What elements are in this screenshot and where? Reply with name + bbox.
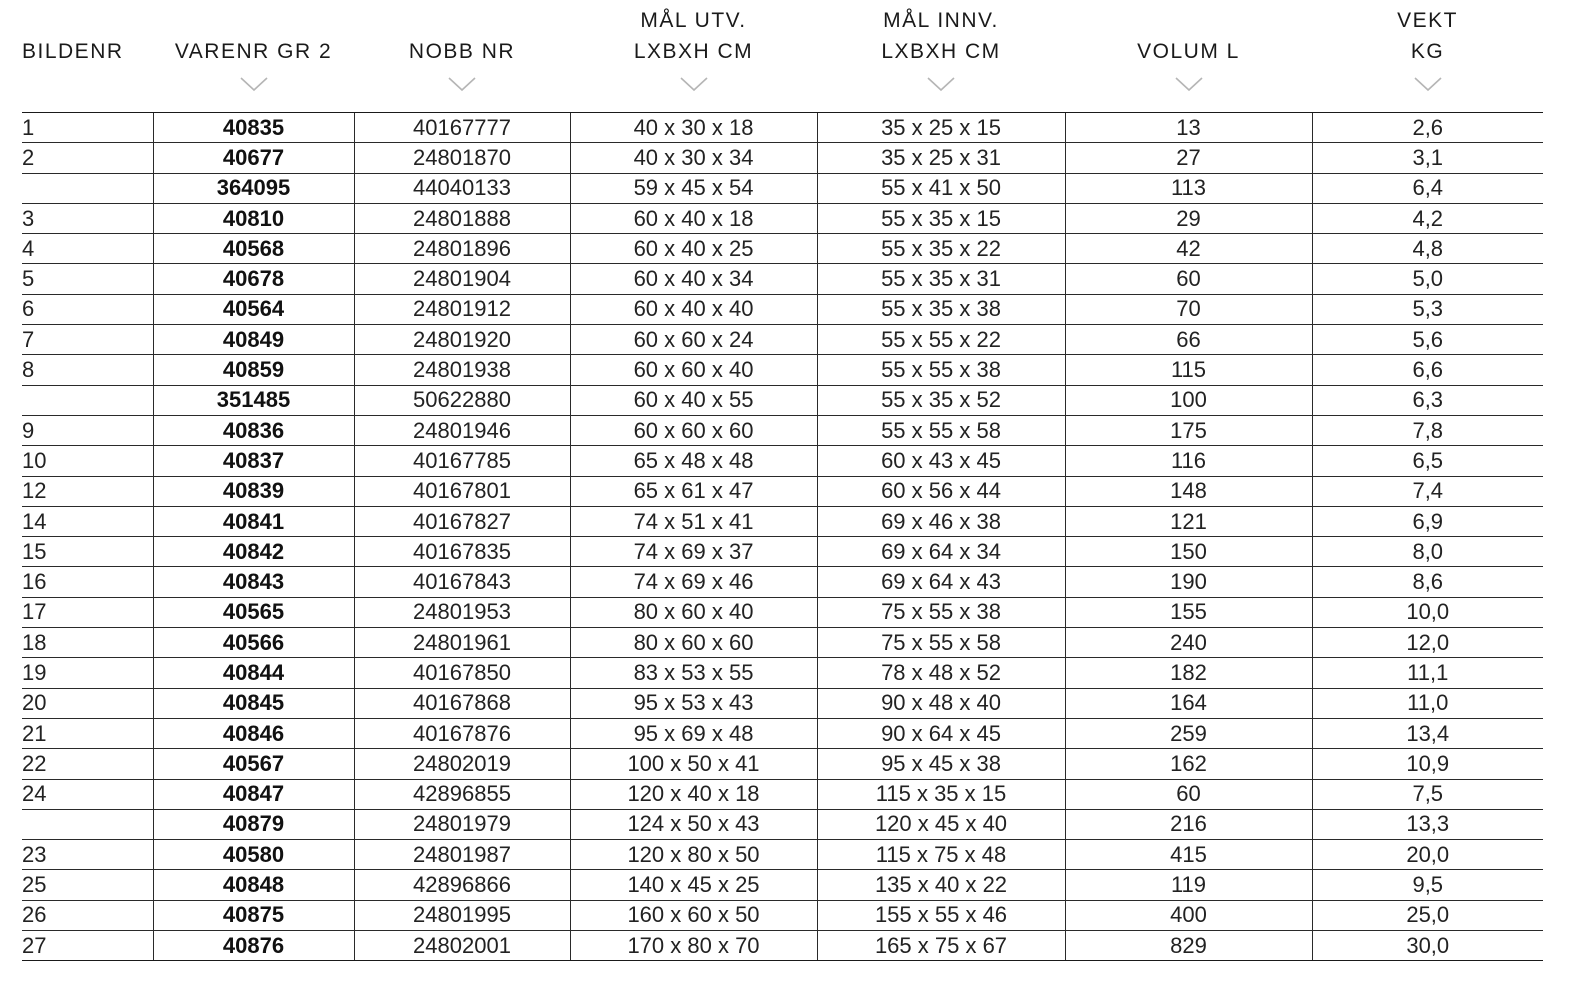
cell-volum: 100 <box>1065 385 1312 415</box>
cell-volum: 70 <box>1065 294 1312 324</box>
cell-nobb-nr: 40167835 <box>354 537 570 567</box>
cell-maal-utv: 83 x 53 x 55 <box>570 658 817 688</box>
cell-volum: 190 <box>1065 567 1312 597</box>
table-row[interactable] <box>22 688 1543 718</box>
table-row[interactable] <box>22 294 1543 324</box>
cell-varenr: 364095 <box>153 173 354 203</box>
cell-maal-innv: 90 x 48 x 40 <box>817 688 1065 718</box>
cell-maal-utv: 95 x 69 x 48 <box>570 718 817 748</box>
cell-vekt: 10,9 <box>1312 749 1543 779</box>
cell-bildenr: 24 <box>22 779 153 809</box>
cell-maal-innv: 75 x 55 x 38 <box>817 597 1065 627</box>
cell-maal-utv: 65 x 48 x 48 <box>570 446 817 476</box>
cell-varenr: 40580 <box>153 840 354 870</box>
cell-bildenr: 4 <box>22 234 153 264</box>
table-row[interactable] <box>22 203 1543 233</box>
cell-volum: 155 <box>1065 597 1312 627</box>
cell-maal-innv: 60 x 56 x 44 <box>817 476 1065 506</box>
cell-bildenr: 21 <box>22 718 153 748</box>
cell-bildenr: 16 <box>22 567 153 597</box>
cell-maal-utv: 60 x 60 x 60 <box>570 415 817 445</box>
cell-volum: 119 <box>1065 870 1312 900</box>
cell-maal-utv: 60 x 40 x 34 <box>570 264 817 294</box>
cell-volum: 240 <box>1065 628 1312 658</box>
header-vekt[interactable] <box>1312 0 1543 112</box>
table-row[interactable] <box>22 446 1543 476</box>
cell-vekt: 6,5 <box>1312 446 1543 476</box>
cell-maal-innv: 55 x 35 x 22 <box>817 234 1065 264</box>
cell-nobb-nr: 24802001 <box>354 931 570 961</box>
cell-maal-innv: 55 x 55 x 58 <box>817 415 1065 445</box>
cell-volum: 182 <box>1065 658 1312 688</box>
cell-varenr: 40836 <box>153 415 354 445</box>
cell-vekt: 6,9 <box>1312 506 1543 536</box>
cell-volum: 216 <box>1065 809 1312 839</box>
header-maal-innv[interactable] <box>817 0 1065 112</box>
cell-nobb-nr: 24801870 <box>354 143 570 173</box>
cell-maal-utv: 59 x 45 x 54 <box>570 173 817 203</box>
cell-nobb-nr: 40167868 <box>354 688 570 718</box>
cell-maal-innv: 115 x 75 x 48 <box>817 840 1065 870</box>
cell-bildenr: 22 <box>22 749 153 779</box>
cell-maal-utv: 124 x 50 x 43 <box>570 809 817 839</box>
cell-maal-innv: 135 x 40 x 22 <box>817 870 1065 900</box>
cell-vekt: 6,4 <box>1312 173 1543 203</box>
cell-maal-utv: 60 x 40 x 40 <box>570 294 817 324</box>
cell-bildenr: 27 <box>22 931 153 961</box>
column-header-label <box>1312 5 1543 67</box>
header-bildenr[interactable] <box>22 0 132 112</box>
table-row[interactable] <box>22 658 1543 688</box>
cell-nobb-nr: 40167843 <box>354 567 570 597</box>
cell-maal-utv: 170 x 80 x 70 <box>570 931 817 961</box>
cell-nobb-nr: 24801979 <box>354 809 570 839</box>
cell-volum: 60 <box>1065 264 1312 294</box>
cell-maal-utv: 60 x 40 x 25 <box>570 234 817 264</box>
cell-bildenr: 9 <box>22 415 153 445</box>
cell-varenr: 40842 <box>153 537 354 567</box>
cell-varenr: 40678 <box>153 264 354 294</box>
cell-varenr: 40567 <box>153 749 354 779</box>
cell-maal-utv: 60 x 40 x 55 <box>570 385 817 415</box>
cell-maal-innv: 35 x 25 x 31 <box>817 143 1065 173</box>
cell-volum: 415 <box>1065 840 1312 870</box>
cell-maal-innv: 55 x 55 x 22 <box>817 325 1065 355</box>
cell-vekt: 5,0 <box>1312 264 1543 294</box>
cell-nobb-nr: 24801904 <box>354 264 570 294</box>
cell-volum: 150 <box>1065 537 1312 567</box>
column-header-line: VEKT <box>1397 9 1458 32</box>
cell-nobb-nr: 44040133 <box>354 173 570 203</box>
cell-nobb-nr: 24801987 <box>354 840 570 870</box>
table-row[interactable] <box>22 900 1543 930</box>
table-row[interactable] <box>22 597 1543 627</box>
cell-bildenr: 12 <box>22 476 153 506</box>
cell-varenr: 40849 <box>153 325 354 355</box>
table-body <box>22 113 1543 961</box>
cell-varenr: 40677 <box>153 143 354 173</box>
cell-bildenr <box>22 809 153 839</box>
cell-nobb-nr: 40167777 <box>354 113 570 143</box>
cell-bildenr: 14 <box>22 506 153 536</box>
column-header-line: BILDENR <box>22 40 124 63</box>
header-nobb-nr[interactable] <box>354 0 570 112</box>
cell-maal-innv: 55 x 35 x 52 <box>817 385 1065 415</box>
cell-vekt: 30,0 <box>1312 931 1543 961</box>
cell-maal-innv: 69 x 46 x 38 <box>817 506 1065 536</box>
cell-bildenr <box>22 173 153 203</box>
cell-volum: 113 <box>1065 173 1312 203</box>
cell-varenr: 40565 <box>153 597 354 627</box>
cell-nobb-nr: 24801961 <box>354 628 570 658</box>
header-varenr[interactable] <box>153 0 354 112</box>
cell-varenr: 40876 <box>153 931 354 961</box>
cell-volum: 259 <box>1065 718 1312 748</box>
cell-varenr: 40859 <box>153 355 354 385</box>
table-row[interactable] <box>22 385 1543 415</box>
cell-maal-utv: 120 x 40 x 18 <box>570 779 817 809</box>
cell-bildenr: 25 <box>22 870 153 900</box>
cell-volum: 175 <box>1065 415 1312 445</box>
cell-varenr: 40810 <box>153 203 354 233</box>
column-header-label <box>817 5 1065 67</box>
cell-maal-utv: 60 x 60 x 40 <box>570 355 817 385</box>
table-row[interactable] <box>22 113 1543 143</box>
table-row[interactable] <box>22 506 1543 536</box>
cell-nobb-nr: 24801920 <box>354 325 570 355</box>
cell-maal-utv: 60 x 60 x 24 <box>570 325 817 355</box>
cell-maal-innv: 95 x 45 x 38 <box>817 749 1065 779</box>
cell-bildenr <box>22 385 153 415</box>
cell-varenr: 40835 <box>153 113 354 143</box>
cell-nobb-nr: 42896855 <box>354 779 570 809</box>
cell-maal-utv: 80 x 60 x 60 <box>570 628 817 658</box>
cell-vekt: 4,2 <box>1312 203 1543 233</box>
table-row[interactable] <box>22 264 1543 294</box>
cell-varenr: 40848 <box>153 870 354 900</box>
cell-varenr: 40837 <box>153 446 354 476</box>
cell-maal-utv: 120 x 80 x 50 <box>570 840 817 870</box>
cell-vekt: 13,3 <box>1312 809 1543 839</box>
product-table <box>22 112 1543 961</box>
cell-bildenr: 6 <box>22 294 153 324</box>
cell-vekt: 7,4 <box>1312 476 1543 506</box>
table-row[interactable] <box>22 628 1543 658</box>
cell-volum: 66 <box>1065 325 1312 355</box>
cell-varenr: 40568 <box>153 234 354 264</box>
table-row[interactable] <box>22 173 1543 203</box>
header-maal-utv[interactable] <box>570 0 817 112</box>
column-header-line: VARENR GR 2 <box>174 40 333 63</box>
cell-vekt: 12,0 <box>1312 628 1543 658</box>
cell-bildenr: 7 <box>22 325 153 355</box>
cell-volum: 829 <box>1065 931 1312 961</box>
chevron-down-icon[interactable] <box>239 76 269 92</box>
cell-nobb-nr: 24801912 <box>354 294 570 324</box>
cell-vekt: 7,8 <box>1312 415 1543 445</box>
cell-maal-innv: 90 x 64 x 45 <box>817 718 1065 748</box>
cell-maal-innv: 115 x 35 x 15 <box>817 779 1065 809</box>
column-header-label <box>1065 36 1312 67</box>
column-header-label <box>570 5 817 67</box>
cell-varenr: 40564 <box>153 294 354 324</box>
header-volum[interactable] <box>1065 0 1312 112</box>
cell-varenr: 40841 <box>153 506 354 536</box>
cell-bildenr: 1 <box>22 113 153 143</box>
cell-vekt: 25,0 <box>1312 900 1543 930</box>
cell-volum: 29 <box>1065 203 1312 233</box>
cell-maal-utv: 80 x 60 x 40 <box>570 597 817 627</box>
cell-vekt: 5,6 <box>1312 325 1543 355</box>
cell-varenr: 351485 <box>153 385 354 415</box>
chevron-down-icon[interactable] <box>1174 76 1204 92</box>
cell-maal-innv: 78 x 48 x 52 <box>817 658 1065 688</box>
table-row[interactable] <box>22 809 1543 839</box>
column-header-label <box>22 36 132 67</box>
table-row[interactable] <box>22 749 1543 779</box>
cell-nobb-nr: 24801995 <box>354 900 570 930</box>
cell-varenr: 40846 <box>153 718 354 748</box>
table-row[interactable] <box>22 931 1543 961</box>
cell-vekt: 4,8 <box>1312 234 1543 264</box>
column-header-line: MÅL INNV. <box>883 9 999 32</box>
cell-maal-innv: 35 x 25 x 15 <box>817 113 1065 143</box>
table-row[interactable] <box>22 537 1543 567</box>
cell-vekt: 8,6 <box>1312 567 1543 597</box>
cell-volum: 27 <box>1065 143 1312 173</box>
cell-bildenr: 23 <box>22 840 153 870</box>
table-row[interactable] <box>22 355 1543 385</box>
cell-volum: 60 <box>1065 779 1312 809</box>
cell-nobb-nr: 24801888 <box>354 203 570 233</box>
cell-bildenr: 8 <box>22 355 153 385</box>
column-header-line: LXBXH CM <box>633 40 754 63</box>
cell-nobb-nr: 40167827 <box>354 506 570 536</box>
cell-bildenr: 10 <box>22 446 153 476</box>
cell-nobb-nr: 40167801 <box>354 476 570 506</box>
cell-bildenr: 19 <box>22 658 153 688</box>
cell-nobb-nr: 24801953 <box>354 597 570 627</box>
column-header-line: VOLUM L <box>1137 40 1240 63</box>
cell-maal-utv: 40 x 30 x 18 <box>570 113 817 143</box>
chevron-down-icon[interactable] <box>679 76 709 92</box>
cell-maal-utv: 74 x 69 x 46 <box>570 567 817 597</box>
cell-maal-utv: 74 x 51 x 41 <box>570 506 817 536</box>
table-row[interactable] <box>22 325 1543 355</box>
chevron-down-icon[interactable] <box>1413 76 1443 92</box>
cell-bildenr: 20 <box>22 688 153 718</box>
cell-bildenr: 18 <box>22 628 153 658</box>
table-row[interactable] <box>22 840 1543 870</box>
cell-nobb-nr: 42896866 <box>354 870 570 900</box>
cell-vekt: 5,3 <box>1312 294 1543 324</box>
cell-vekt: 10,0 <box>1312 597 1543 627</box>
cell-varenr: 40847 <box>153 779 354 809</box>
cell-nobb-nr: 40167850 <box>354 658 570 688</box>
cell-varenr: 40844 <box>153 658 354 688</box>
cell-varenr: 40845 <box>153 688 354 718</box>
cell-nobb-nr: 24801938 <box>354 355 570 385</box>
cell-maal-utv: 140 x 45 x 25 <box>570 870 817 900</box>
cell-varenr: 40875 <box>153 900 354 930</box>
cell-maal-innv: 69 x 64 x 34 <box>817 537 1065 567</box>
chevron-down-icon[interactable] <box>447 76 477 92</box>
cell-vekt: 7,5 <box>1312 779 1543 809</box>
cell-maal-utv: 95 x 53 x 43 <box>570 688 817 718</box>
cell-volum: 148 <box>1065 476 1312 506</box>
cell-maal-innv: 55 x 35 x 31 <box>817 264 1065 294</box>
cell-maal-innv: 55 x 55 x 38 <box>817 355 1065 385</box>
cell-volum: 400 <box>1065 900 1312 930</box>
cell-varenr: 40839 <box>153 476 354 506</box>
cell-maal-innv: 69 x 64 x 43 <box>817 567 1065 597</box>
cell-nobb-nr: 24801946 <box>354 415 570 445</box>
cell-nobb-nr: 40167785 <box>354 446 570 476</box>
cell-maal-utv: 100 x 50 x 41 <box>570 749 817 779</box>
cell-maal-innv: 55 x 35 x 38 <box>817 294 1065 324</box>
column-header-label <box>153 36 354 67</box>
cell-maal-innv: 55 x 35 x 15 <box>817 203 1065 233</box>
cell-vekt: 2,6 <box>1312 113 1543 143</box>
cell-maal-innv: 75 x 55 x 58 <box>817 628 1065 658</box>
cell-volum: 164 <box>1065 688 1312 718</box>
cell-varenr: 40843 <box>153 567 354 597</box>
cell-bildenr: 15 <box>22 537 153 567</box>
column-header-line: MÅL UTV. <box>640 9 747 32</box>
cell-nobb-nr: 50622880 <box>354 385 570 415</box>
cell-maal-innv: 155 x 55 x 46 <box>817 900 1065 930</box>
cell-vekt: 20,0 <box>1312 840 1543 870</box>
table-row[interactable] <box>22 718 1543 748</box>
cell-vekt: 8,0 <box>1312 537 1543 567</box>
cell-nobb-nr: 24802019 <box>354 749 570 779</box>
table-row[interactable] <box>22 234 1543 264</box>
cell-varenr: 40566 <box>153 628 354 658</box>
cell-volum: 116 <box>1065 446 1312 476</box>
cell-maal-utv: 60 x 40 x 18 <box>570 203 817 233</box>
cell-maal-utv: 74 x 69 x 37 <box>570 537 817 567</box>
chevron-down-icon[interactable] <box>926 76 956 92</box>
cell-varenr: 40879 <box>153 809 354 839</box>
cell-bildenr: 5 <box>22 264 153 294</box>
cell-bildenr: 2 <box>22 143 153 173</box>
cell-volum: 162 <box>1065 749 1312 779</box>
cell-nobb-nr: 24801896 <box>354 234 570 264</box>
cell-volum: 42 <box>1065 234 1312 264</box>
cell-vekt: 6,6 <box>1312 355 1543 385</box>
table-row[interactable] <box>22 779 1543 809</box>
cell-maal-innv: 165 x 75 x 67 <box>817 931 1065 961</box>
cell-vekt: 11,0 <box>1312 688 1543 718</box>
column-header-line: LXBXH CM <box>881 40 1001 63</box>
table-row[interactable] <box>22 870 1543 900</box>
column-header-line: KG <box>1410 40 1445 63</box>
table-row[interactable] <box>22 143 1543 173</box>
table-header <box>22 0 1543 112</box>
cell-vekt: 9,5 <box>1312 870 1543 900</box>
cell-vekt: 6,3 <box>1312 385 1543 415</box>
cell-maal-utv: 160 x 60 x 50 <box>570 900 817 930</box>
cell-maal-innv: 55 x 41 x 50 <box>817 173 1065 203</box>
cell-maal-innv: 120 x 45 x 40 <box>817 809 1065 839</box>
cell-vekt: 3,1 <box>1312 143 1543 173</box>
cell-vekt: 13,4 <box>1312 718 1543 748</box>
cell-bildenr: 26 <box>22 900 153 930</box>
table-row[interactable] <box>22 567 1543 597</box>
cell-volum: 115 <box>1065 355 1312 385</box>
cell-vekt: 11,1 <box>1312 658 1543 688</box>
cell-bildenr: 17 <box>22 597 153 627</box>
cell-volum: 13 <box>1065 113 1312 143</box>
table-row[interactable] <box>22 476 1543 506</box>
cell-bildenr: 3 <box>22 203 153 233</box>
cell-maal-utv: 65 x 61 x 47 <box>570 476 817 506</box>
cell-maal-innv: 60 x 43 x 45 <box>817 446 1065 476</box>
cell-nobb-nr: 40167876 <box>354 718 570 748</box>
cell-volum: 121 <box>1065 506 1312 536</box>
table-row[interactable] <box>22 415 1543 445</box>
cell-maal-utv: 40 x 30 x 34 <box>570 143 817 173</box>
column-header-label <box>354 36 570 67</box>
column-header-line: NOBB NR <box>408 40 516 63</box>
